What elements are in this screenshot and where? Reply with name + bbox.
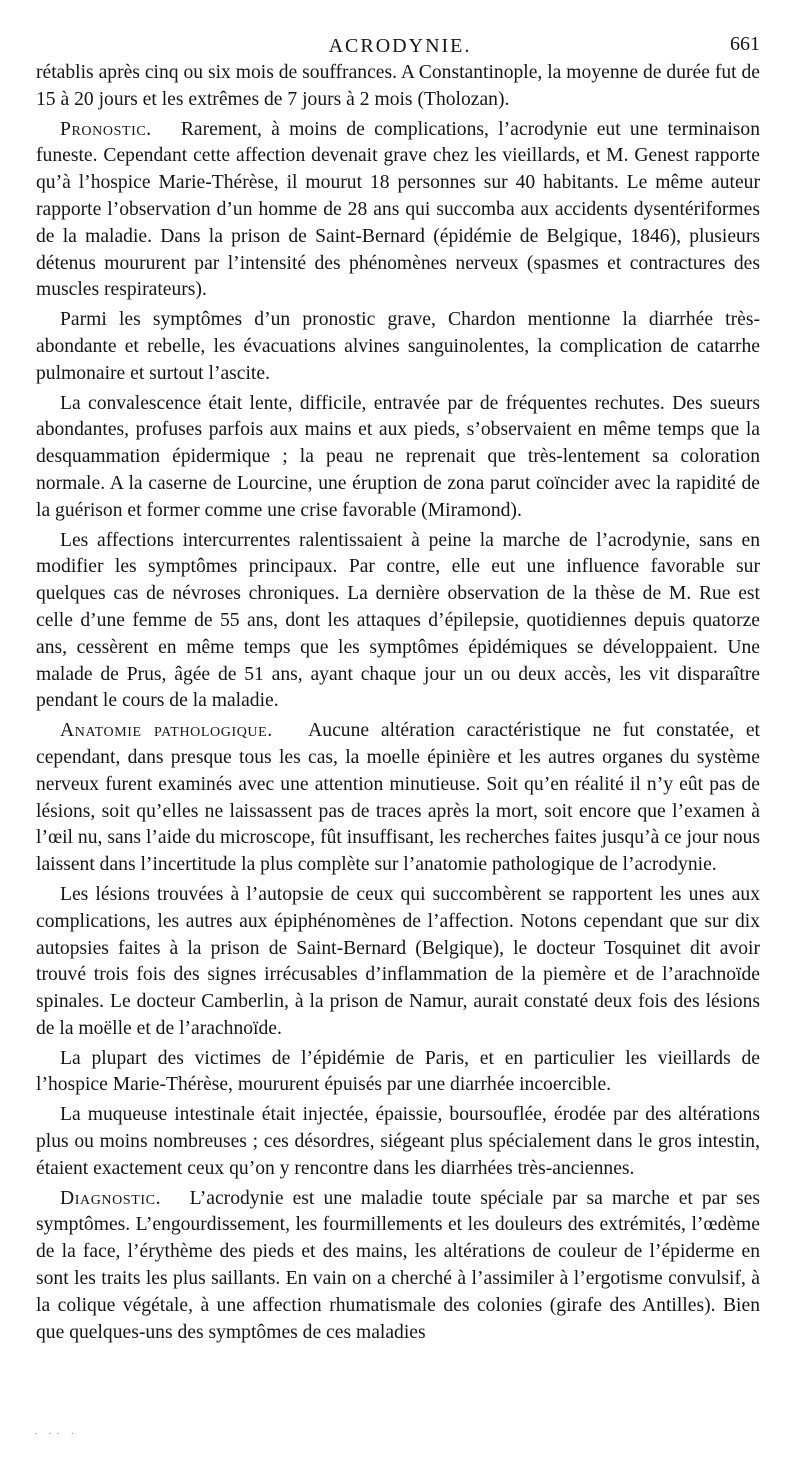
paragraph (36, 1046, 760, 1100)
paragraph-text: Les affections intercurrentes ralentissaient à peine la marche de l’acrodynie, sans en modifier les symptômes principaux. Par contre, elle eut une influence favorable sur quelques cas de névroses chroniques. La dernière observation de la thèse de M. Rue est celle d’une femme de 55 ans, dont les attaques d’épilepsie, quotidiennes depuis quatorze ans, cessèrent en même temps que les symptômes épidémiques se développaient. Une malade de Prus, âgée de 51 ans, ayant chaque jour un ou deux accès, les vit disparaître pendant le cours de la maladie. (36, 529, 760, 712)
section-heading-anatomie: Anatomie pathologique. (60, 720, 298, 742)
running-title: ACRODYNIE. (328, 35, 472, 57)
paragraph (36, 1102, 760, 1182)
scan-artifact-marks: · ·· · (34, 1428, 79, 1440)
page-number: 661 (730, 33, 760, 55)
paragraph (36, 391, 760, 525)
paragraph (36, 528, 760, 716)
paragraph (36, 307, 760, 387)
running-header (40, 28, 760, 58)
body-text (36, 60, 760, 1349)
paragraph-text: Parmi les symptômes d’un pronostic grave, Chardon mentionne la diarrhée très-abondante et rebelle, les évacuations alvines sanguinolentes, la complication de catarrhe pulmonaire et surtout l’ascite. (36, 309, 760, 384)
paragraph-text: rétablis après cinq ou six mois de souffrances. A Constantinople, la moyenne de durée fut de 15 à 20 jours et les extrêmes de 7 jours à 2 mois (Tholozan). (36, 62, 760, 110)
paragraph-text: Rarement, à moins de complications, l’acrodynie eut une terminaison funeste. Cependant cette affection devenait grave chez les vieillards, et M. Genest rapporte qu’à l’hospice Marie-Thérèse, il mourut 18 personnes sur 40 habitants. Le même auteur rapporte l’observation d’un homme de 28 ans qui succomba aux accidents dysentériformes de la maladie. Dans la prison de Saint-Bernard (épidémie de Belgique, 1846), plusieurs détenus moururent par l’intensité des phénomènes nerveux (spasmes et contractures des muscles respirateurs). (36, 118, 760, 301)
section-heading-pronostic: Pronostic. (60, 118, 172, 140)
paragraph-pronostic (36, 117, 760, 305)
paragraph-anatomie (36, 718, 760, 879)
paragraph-diagnostic (36, 1186, 760, 1347)
paragraph-text: L’acrodynie est une maladie toute spéciale par sa marche et par ses symptômes. L’engourdissement, les fourmillements et les douleurs des extrémités, l’œdème de la face, l’érythème des pieds et des mains, les altérations de couleur de l’épiderme en sont les traits les plus saillants. En vain on a cherché à l’assimiler à l’ergotisme convulsif, à la colique végétale, à une affection rhumatismale des colonies (girafe des Antilles). Bien que quelques-uns des symptômes de ces maladies (36, 1187, 760, 1343)
paragraph (36, 882, 760, 1043)
paragraph-text: La plupart des victimes de l’épidémie de Paris, et en particulier les vieillards de l’hospice Marie-Thérèse, moururent épuisés par une diarrhée incoercible. (36, 1047, 760, 1096)
paragraph-text: La convalescence était lente, difficile, entravée par de fréquentes rechutes. Des sueurs abondantes, profuses parfois aux mains et aux pieds, s’observaient en même temps que la desquammation épidermique ; la peau ne reprenait que très-lentement sa coloration normale. A la caserne de Lourcine, une éruption de zona parut coïncider avec la rapidité de la guérison et former comme une crise favorable (Miramond). (36, 392, 760, 521)
paragraph-text: Aucune altération caractéristique ne fut constatée, et cependant, dans presque tous les cas, la moelle épinière et les autres organes du système nerveux furent examinés avec une attention minutieuse. Soit qu’en réalité il n’y eût pas de lésions, soit qu’elles ne laissassent pas de traces après la mort, soit encore que l’examen à l’œil nu, sans l’aide du microscope, fût insuffisant, les recherches faites jusqu’à ce jour nous laissent dans l’incertitude la plus complète sur l’anatomie pathologique de l’acrodynie. (36, 720, 760, 876)
paragraph-text: La muqueuse intestinale était injectée, épaissie, boursouflée, érodée par des altérations plus ou moins nombreuses ; ces désordres, siégeant plus spécialement dans le gros intestin, étaient exactement ceux qu’on y rencontre dans les diarrhées très-anciennes. (36, 1104, 760, 1179)
paragraph-continuation (36, 60, 760, 114)
section-heading-diagnostic: Diagnostic. (60, 1187, 181, 1209)
paragraph-text: Les lésions trouvées à l’autopsie de ceux qui succombèrent se rapportent les unes aux complications, les autres aux épiphénomènes de l’affection. Notons cependant que sur dix autopsies faites à la prison de Saint-Bernard (Belgique), le docteur Tosquinet dit avoir trouvé trois fois des signes irrécusables d’inflammation de la piemère et de l’arachnoïde spinales. Le docteur Camberlin, à la prison de Namur, aurait constaté deux fois des lésions de la moëlle et de l’arachnoïde. (36, 883, 760, 1039)
